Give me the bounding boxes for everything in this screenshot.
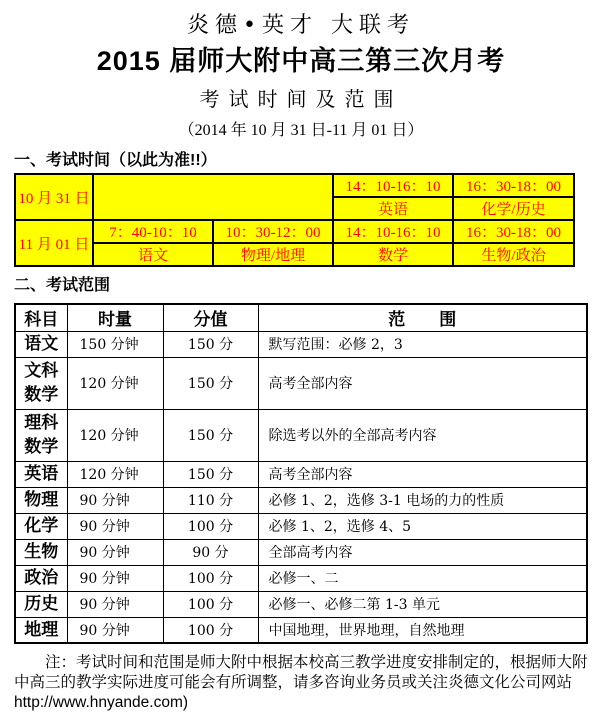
duration-cell: 120 分钟 — [67, 461, 163, 487]
subject-cell: 历史 — [15, 591, 67, 617]
subtitle: 考试时间及范围 — [199, 87, 403, 111]
subject-cell: 数学 — [333, 243, 453, 266]
score-cell: 150 分 — [163, 331, 258, 357]
col-header-duration: 时量 — [67, 304, 163, 331]
date-cell: 10 月 31 日 — [15, 174, 93, 220]
subject-cell: 物理/地理 — [213, 243, 333, 266]
main-title: 2015 届师大附中高三第三次月考 — [96, 46, 506, 76]
duration-cell: 90 分钟 — [67, 539, 163, 565]
score-cell: 110 分 — [163, 487, 258, 513]
score-cell: 100 分 — [163, 513, 258, 539]
subject-cell: 理科数学 — [15, 409, 67, 461]
duration-cell: 150 分钟 — [67, 331, 163, 357]
subject-cell: 化学 — [15, 513, 67, 539]
scope-cell: 高考全部内容 — [258, 357, 587, 409]
score-cell: 100 分 — [163, 617, 258, 643]
table-row — [15, 591, 587, 617]
time-cell: 14：10-16：10 — [333, 174, 453, 197]
subject-cell: 语文 — [93, 243, 213, 266]
score-cell: 100 分 — [163, 591, 258, 617]
empty-slot-cell — [93, 174, 333, 220]
scope-cell: 必修一、必修二第 1-3 单元 — [258, 591, 587, 617]
exam-scope-table — [14, 303, 588, 644]
scope-cell: 必修一、二 — [258, 565, 587, 591]
col-header-score: 分值 — [163, 304, 258, 331]
footnote: 注：考试时间和范围是师大附中根据本校高三教学进度安排制定的，根据师大附中高三的教学实际进度可能会有所调整，请多咨询业务员或关注炎德文化公司网站 http://www.hnyande.com) — [14, 654, 588, 711]
score-cell: 150 分 — [163, 461, 258, 487]
table-row — [15, 513, 587, 539]
scope-cell: 必修 1、2，选修 4、5 — [258, 513, 587, 539]
scope-cell: 高考全部内容 — [258, 461, 587, 487]
time-cell: 16：30-18：00 — [453, 220, 574, 243]
table-row — [15, 461, 587, 487]
duration-cell: 90 分钟 — [67, 487, 163, 513]
section2-heading: 二、考试范围 — [14, 277, 111, 294]
exam-time-table — [14, 173, 575, 267]
date-cell: 11 月 01 日 — [15, 220, 93, 266]
table-row — [15, 331, 587, 357]
col-header-scope: 范 围 — [258, 304, 587, 331]
subject-cell: 地理 — [15, 617, 67, 643]
table-row — [15, 409, 587, 461]
time-cell: 14：10-16：10 — [333, 220, 453, 243]
subject-cell: 物理 — [15, 487, 67, 513]
score-cell: 100 分 — [163, 565, 258, 591]
scope-cell: 除选考以外的全部高考内容 — [258, 409, 587, 461]
duration-cell: 90 分钟 — [67, 513, 163, 539]
score-cell: 150 分 — [163, 357, 258, 409]
subject-cell: 文科数学 — [15, 357, 67, 409]
scope-cell: 必修 1、2，选修 3-1 电场的力的性质 — [258, 487, 587, 513]
duration-cell: 120 分钟 — [67, 409, 163, 461]
subject-cell: 英语 — [15, 461, 67, 487]
subject-cell: 语文 — [15, 331, 67, 357]
table-row — [15, 617, 587, 643]
brand-title: 炎德•英才 大联考 — [187, 13, 415, 38]
subject-cell: 生物 — [15, 539, 67, 565]
subject-cell: 英语 — [333, 197, 453, 220]
time-cell: 10：30-12：00 — [213, 220, 333, 243]
duration-cell: 90 分钟 — [67, 565, 163, 591]
duration-cell: 90 分钟 — [67, 591, 163, 617]
section1-heading: 一、考试时间（以此为准!!） — [14, 152, 217, 169]
scope-cell: 中国地理，世界地理，自然地理 — [258, 617, 587, 643]
scope-cell: 全部高考内容 — [258, 539, 587, 565]
score-cell: 150 分 — [163, 409, 258, 461]
subject-cell: 政治 — [15, 565, 67, 591]
subject-cell: 化学/历史 — [453, 197, 574, 220]
time-cell: 16：30-18：00 — [453, 174, 574, 197]
time-cell: 7：40-10：10 — [93, 220, 213, 243]
duration-cell: 90 分钟 — [67, 617, 163, 643]
col-header-subject: 科目 — [15, 304, 67, 331]
date-range: （2014 年 10 月 31 日-11 月 01 日） — [178, 122, 424, 139]
duration-cell: 120 分钟 — [67, 357, 163, 409]
table-row — [15, 357, 587, 409]
scope-cell: 默写范围：必修 2，3 — [258, 331, 587, 357]
table-row — [15, 487, 587, 513]
table-row — [15, 539, 587, 565]
subject-cell: 生物/政治 — [453, 243, 574, 266]
score-cell: 90 分 — [163, 539, 258, 565]
table-row — [15, 565, 587, 591]
